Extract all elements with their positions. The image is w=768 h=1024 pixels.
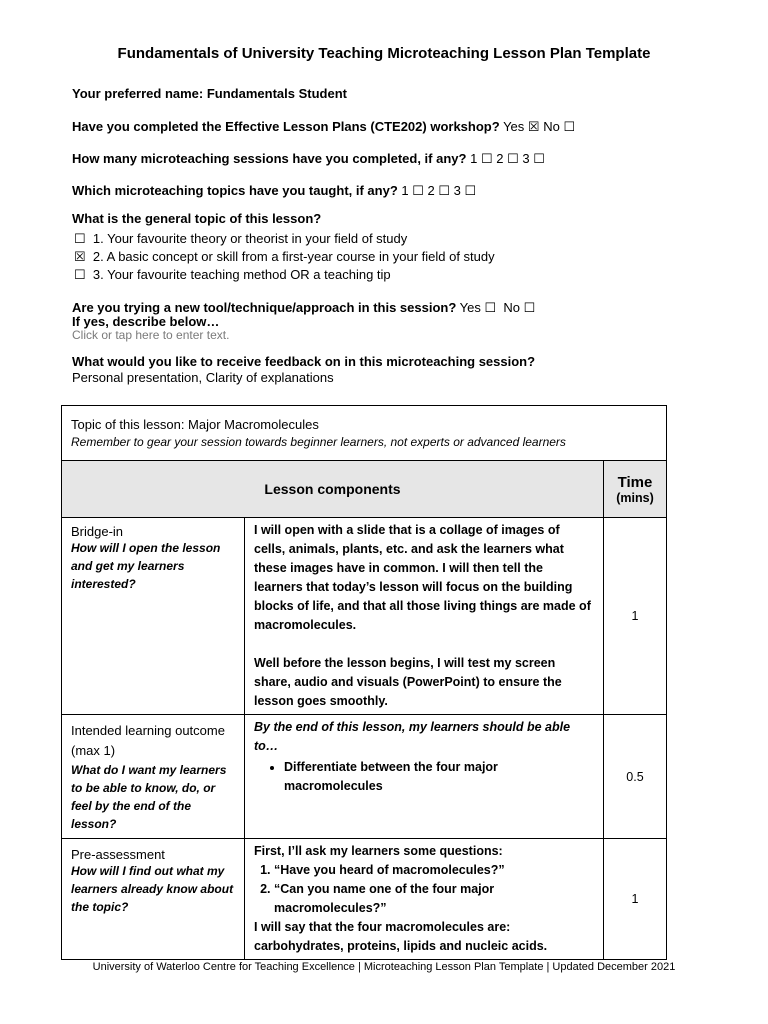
topics-option-3: 3 bbox=[453, 183, 461, 198]
lesson-reminder: Remember to gear your session towards beginner learners, not experts or advanced learners bbox=[71, 435, 566, 449]
sessions-option-1: 1 bbox=[470, 151, 478, 166]
topics-checkbox-3[interactable]: ☐ bbox=[464, 183, 477, 198]
general-topic-option-2[interactable] bbox=[74, 249, 495, 265]
outcome-description[interactable] bbox=[245, 715, 604, 839]
pre-assessment-description[interactable] bbox=[245, 839, 604, 960]
preferred-name: Your preferred name: Fundamentals Student bbox=[72, 86, 347, 101]
header-time-label: Time bbox=[617, 473, 653, 491]
pre-assessment-time[interactable]: 1 bbox=[604, 839, 667, 960]
row-title: Bridge-in bbox=[71, 524, 124, 539]
list-item: • Differentiate between the four major macromolecules bbox=[284, 758, 594, 796]
sessions-option-3: 3 bbox=[522, 151, 530, 166]
general-topic-checkbox-3[interactable]: ☐ bbox=[74, 267, 86, 282]
general-topic-checkbox-1[interactable]: ☐ bbox=[74, 231, 86, 246]
workshop-yes-label: Yes bbox=[503, 119, 525, 134]
page-footer: University of Waterloo Centre for Teaching Excellence | Microteaching Lesson Plan Template | Updated December 2021 bbox=[92, 961, 676, 973]
general-topic-option-1[interactable] bbox=[74, 231, 407, 247]
pre-assessment-lead: First, I’ll ask my learners some questions: bbox=[254, 844, 503, 858]
general-topic-question: What is the general topic of this lesson? bbox=[72, 211, 322, 226]
page-title: Fundamentals of University Teaching Microteaching Lesson Plan Template bbox=[117, 45, 651, 62]
pre-assessment-label-cell bbox=[62, 839, 245, 960]
lesson-plan-table bbox=[61, 405, 667, 960]
new-tool-no-label: No bbox=[503, 300, 521, 315]
new-tool-question: Are you trying a new tool/technique/approach in this session? bbox=[72, 300, 457, 315]
general-topic-option-3[interactable] bbox=[74, 267, 391, 283]
bridge-in-paragraph-2: Well before the lesson begins, I will test my screen share, audio and visuals (PowerPoint) to ensure the lesson goes smoothly. bbox=[254, 656, 562, 708]
feedback-answer[interactable]: Personal presentation, Clarity of explanations bbox=[72, 370, 334, 385]
sessions-question-row bbox=[72, 151, 545, 167]
topics-checkbox-1[interactable]: ☐ bbox=[412, 183, 424, 198]
list-item: 1. “Have you heard of macromolecules?” bbox=[274, 861, 594, 880]
sessions-option-2: 2 bbox=[496, 151, 504, 166]
outcome-label-cell bbox=[62, 715, 245, 839]
outcome-list bbox=[254, 758, 594, 796]
row-title: Pre-assessment bbox=[71, 847, 165, 862]
table-row bbox=[62, 839, 667, 960]
new-tool-followup: If yes, describe below… bbox=[72, 314, 220, 329]
new-tool-text-field[interactable]: Click or tap here to enter text. bbox=[72, 328, 230, 342]
general-topic-label-1: 1. Your favourite theory or theorist in your field of study bbox=[92, 231, 408, 246]
feedback-question: What would you like to receive feedback on in this microteaching session? bbox=[72, 354, 536, 369]
table-row bbox=[62, 715, 667, 839]
topic-row bbox=[62, 406, 667, 461]
topics-question: Which microteaching topics have you taught, if any? bbox=[72, 183, 398, 198]
sessions-checkbox-1[interactable]: ☐ bbox=[480, 151, 493, 166]
new-tool-no-checkbox[interactable]: ☐ bbox=[523, 300, 536, 315]
list-item: 2. “Can you name one of the four major macromolecules?” bbox=[274, 880, 594, 918]
header-row bbox=[62, 461, 667, 518]
new-tool-yes-checkbox[interactable]: ☐ bbox=[484, 300, 497, 315]
sessions-question: How many microteaching sessions have you completed, if any? bbox=[72, 151, 467, 166]
topic-cell bbox=[62, 406, 667, 461]
row-prompt: How will I open the lesson and get my learners interested? bbox=[71, 541, 221, 591]
table-row bbox=[62, 518, 667, 715]
bridge-in-description[interactable] bbox=[245, 518, 604, 715]
topics-option-2: 2 bbox=[427, 183, 435, 198]
workshop-yes-checkbox[interactable]: ☒ bbox=[527, 119, 540, 134]
topics-question-row bbox=[72, 183, 476, 199]
bridge-in-paragraph-1: I will open with a slide that is a collage of images of cells, animals, plants, etc. and ask the learners what these images have in common. I will then tell the learners that today’s lesson will focus on the building blocks of life, and that all those living things are made of macromolecules. bbox=[254, 523, 591, 632]
workshop-no-checkbox[interactable]: ☐ bbox=[563, 119, 576, 134]
row-prompt: What do I want my learners to be able to know, do, or feel by the end of the lesson? bbox=[71, 763, 227, 831]
row-prompt: How will I find out what my learners already know about the topic? bbox=[71, 864, 234, 914]
bridge-in-time[interactable]: 1 bbox=[604, 518, 667, 715]
new-tool-yes-label: Yes bbox=[459, 300, 481, 315]
header-time bbox=[604, 461, 667, 518]
bridge-in-label-cell bbox=[62, 518, 245, 715]
general-topic-label-2: 2. A basic concept or skill from a first-year course in your field of study bbox=[92, 249, 495, 264]
general-topic-label-3: 3. Your favourite teaching method OR a teaching tip bbox=[92, 267, 391, 282]
row-title: Intended learning outcome (max 1) bbox=[71, 723, 225, 758]
workshop-no-label: No bbox=[543, 119, 560, 134]
pre-assessment-questions bbox=[254, 861, 594, 918]
workshop-question-row bbox=[72, 119, 575, 135]
sessions-checkbox-3[interactable]: ☐ bbox=[533, 151, 545, 166]
general-topic-checkbox-2[interactable]: ☒ bbox=[74, 249, 86, 264]
header-lesson-components: Lesson components bbox=[62, 461, 604, 518]
pre-assessment-closing: I will say that the four macromolecules are: carbohydrates, proteins, lipids and nucleic acids. bbox=[254, 920, 548, 953]
header-time-unit: (mins) bbox=[616, 490, 654, 505]
outcome-lead: By the end of this lesson, my learners should be able to… bbox=[254, 720, 571, 753]
lesson-topic[interactable]: Topic of this lesson: Major Macromolecules bbox=[71, 417, 319, 432]
sessions-checkbox-2[interactable]: ☐ bbox=[507, 151, 519, 166]
topics-option-1: 1 bbox=[401, 183, 409, 198]
topics-checkbox-2[interactable]: ☐ bbox=[438, 183, 451, 198]
outcome-time[interactable]: 0.5 bbox=[604, 715, 667, 839]
workshop-question: Have you completed the Effective Lesson Plans (CTE202) workshop? bbox=[72, 119, 500, 134]
